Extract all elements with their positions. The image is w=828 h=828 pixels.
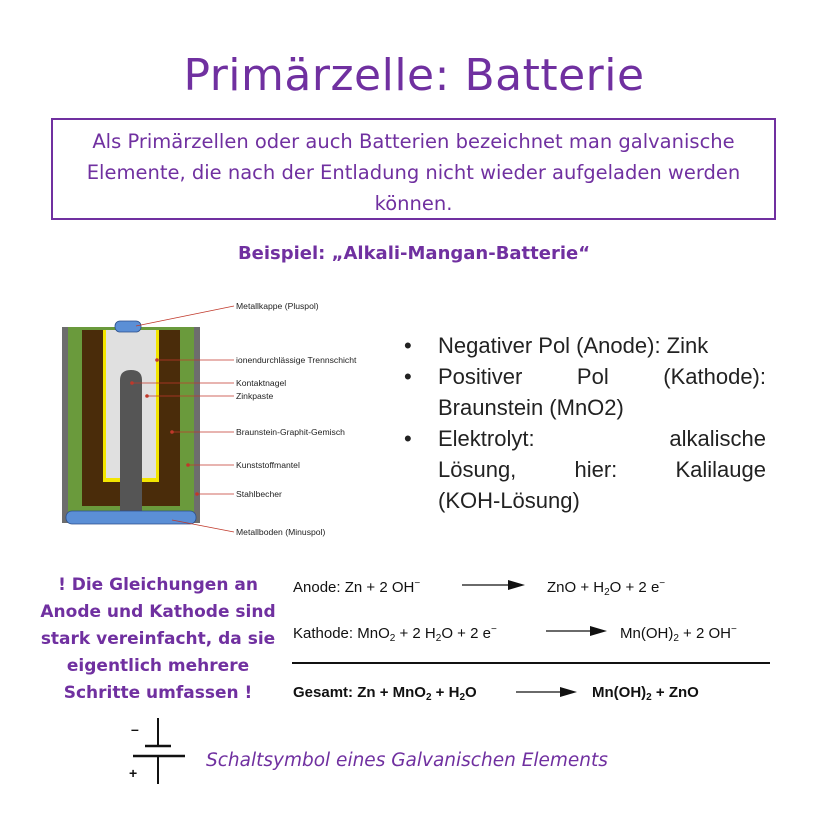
label-braunstein: Braunstein-Graphit-Gemisch xyxy=(236,427,345,437)
label-metallboden: Metallboden (Minuspol) xyxy=(236,527,326,537)
fact-elektrolyt-rest: (KOH-Lösung) xyxy=(438,488,580,513)
fact-elektrolyt-line2: Lösung, hier: Kalilauge xyxy=(438,457,766,482)
pointer-metallboden xyxy=(172,520,234,532)
simplification-note: ! Die Gleichungen an Anode und Kathode sind stark vereinfacht, da sie eigentlich mehrere Schritte umfassen ! xyxy=(40,575,276,703)
battery-facts-list xyxy=(404,330,766,516)
arrow-kathode xyxy=(546,624,608,638)
label-kontaktnagel: Kontaktnagel xyxy=(236,378,287,388)
bullet: • xyxy=(404,364,412,389)
contact-nail xyxy=(120,370,142,522)
fact-item xyxy=(404,330,766,361)
equation-anode: Anode: Zn + 2 OH− xyxy=(293,578,421,596)
plus-sign: + xyxy=(129,765,138,781)
bullet: • xyxy=(404,333,412,358)
symbol-caption: Schaltsymbol eines Galvanischen Elements xyxy=(206,750,608,771)
equation-gesamt-label: Gesamt: xyxy=(293,684,354,701)
equation-divider xyxy=(292,662,770,664)
label-trennschicht: ionendurchlässige Trennschicht xyxy=(236,355,357,365)
fact-kathode: Positiver Pol (Kathode): xyxy=(438,364,766,389)
label-metallkappe: Metallkappe (Pluspol) xyxy=(236,301,319,311)
fact-item xyxy=(404,423,766,516)
metal-bottom xyxy=(66,511,196,524)
definition-box xyxy=(51,118,776,220)
minus-sign: – xyxy=(131,721,139,737)
galvanic-cell-symbol-icon xyxy=(125,716,195,786)
equation-gesamt: Gesamt: $Zn + MnO_2 + H_2O$ xyxy=(293,684,477,703)
equation-anode-products: ZnO + $H_2O + 2$ e− xyxy=(547,578,666,598)
page-title: Primärzelle: Batterie xyxy=(183,50,645,101)
example-heading: Beispiel: „Alkali-Mangan-Batterie“ xyxy=(237,243,591,264)
equation-kathode-label: Kathode: xyxy=(293,625,354,642)
fact-item xyxy=(404,361,766,423)
definition-text: Als Primärzellen oder auch Batterien bezeichnet man galvanische Elemente, die nach der Entladung nicht wieder aufgeladen werden können. xyxy=(86,130,741,215)
equation-anode-label: Anode: xyxy=(293,579,341,596)
arrow-anode xyxy=(462,578,526,592)
fact-kathode-rest: Braunstein (MnO2) xyxy=(438,395,624,420)
pointer-metallkappe xyxy=(136,306,234,326)
metal-cap xyxy=(115,321,141,332)
arrow-gesamt xyxy=(516,685,578,699)
equation-gesamt-products: $Mn(OH)_2$ + ZnO xyxy=(592,684,699,703)
label-zinkpaste: Zinkpaste xyxy=(236,391,274,401)
equation-kathode-products: $Mn(OH)_2 + 2$ OH− xyxy=(620,624,737,644)
fact-elektrolyt: Elektrolyt: alkalische xyxy=(438,426,766,451)
label-kunststoffmantel: Kunststoffmantel xyxy=(236,460,300,470)
bullet: • xyxy=(404,426,412,451)
fact-anode: Negativer Pol (Anode): Zink xyxy=(438,333,709,358)
label-stahlbecher: Stahlbecher xyxy=(236,489,282,499)
battery-diagram xyxy=(52,290,382,550)
equation-kathode: Kathode: MnO$_2$ + 2 $H_2O + 2$ e− xyxy=(293,624,497,644)
